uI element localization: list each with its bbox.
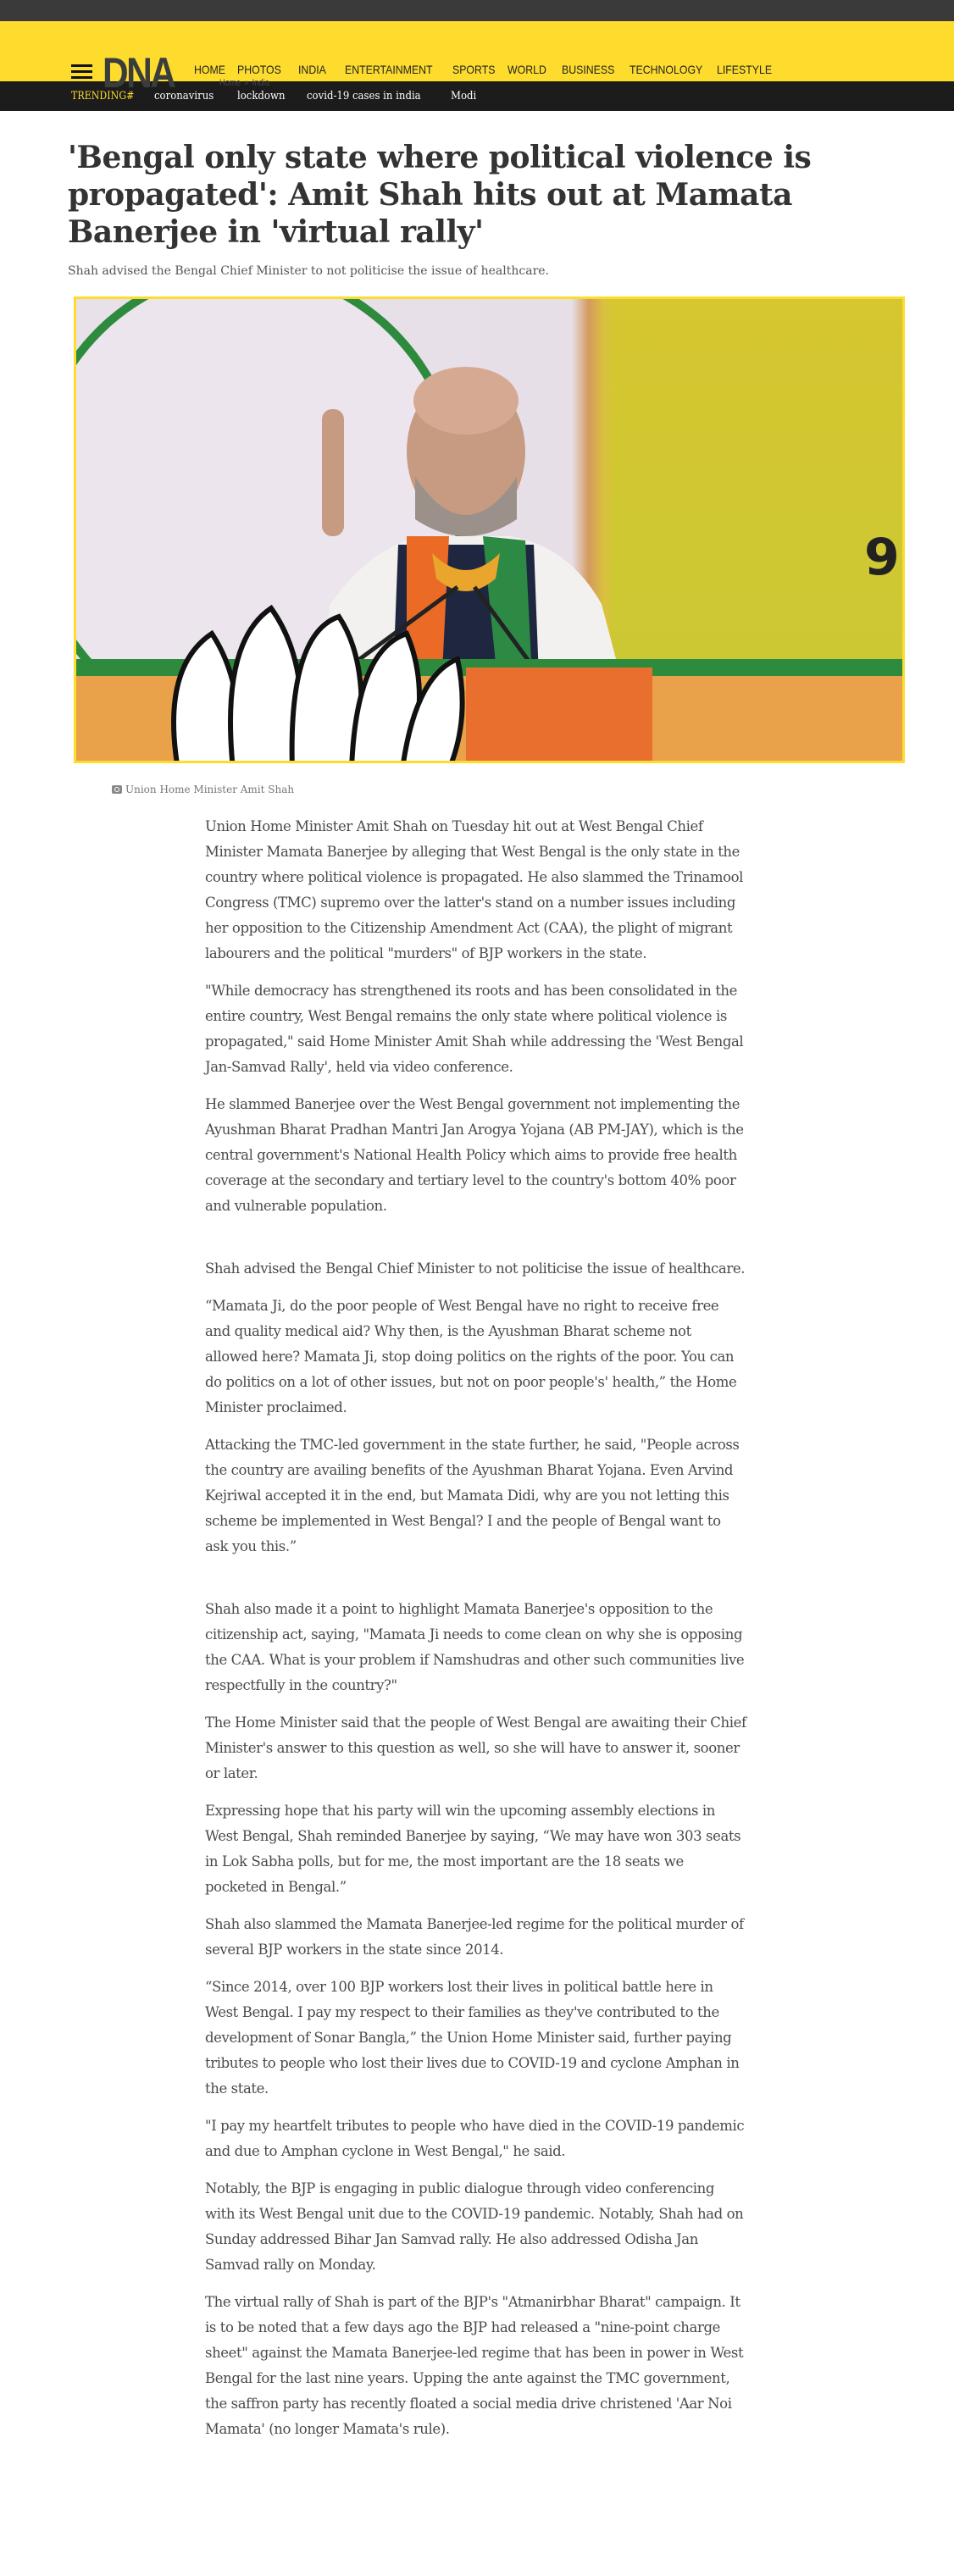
article-paragraph: Attacking the TMC-led government in the state further, he said, "People across the country are availing benefits of the Ayushman Bharat Yojana. Even Arvind Kejriwal accepted it in the end, but Mamata Didi, why are you not letting this scheme be implemented in West Bengal? I and the people of Bengal want to ask you this.” [205,1437,740,1554]
trending-label: TRENDING# [71,90,135,102]
nav-technology[interactable]: TECHNOLOGY [630,63,703,76]
article-headline: 'Bengal only state where political violence is propagated': Amit Shah hits out at Mamata Banerjee in 'virtual rally' [68,140,812,250]
breadcrumb-separator-icon: » [244,78,249,88]
breadcrumb-home[interactable]: Home [219,78,241,88]
browser-top-strip [0,0,954,21]
article-subhead: Shah advised the Bengal Chief Minister to not politicise the issue of healthcare. [68,264,550,278]
article-paragraph: Expressing hope that his party will win the upcoming assembly elections in West Bengal, Shah reminded Banerjee by saying, “We may have won 303 seats in Lok Sabha polls, but for me, the most important are the 18 seats we pocketed in Bengal.” [205,1803,741,1895]
caption-text: Union Home Minister Amit Shah [125,784,295,795]
nav-india[interactable]: INDIA [298,63,326,76]
article-paragraph: "I pay my heartfelt tributes to people who have died in the COVID-19 pandemic and due to Amphan cyclone in West Bengal," he said. [205,2118,745,2159]
breadcrumb-india[interactable]: India [252,78,269,88]
trending-item[interactable]: Modi [451,90,477,102]
image-caption [112,784,954,795]
article-paragraph: The Home Minister said that the people of West Bengal are awaiting their Chief Minister's answer to this question as well, so she will have to answer it, sooner or later. [205,1715,746,1781]
nav-entertainment[interactable]: ENTERTAINMENT [345,63,433,76]
article-paragraph: Shah also made it a point to highlight Mamata Banerjee's opposition to the citizenship act, saying, "Mamata Ji needs to come clean on why she is opposing the CAA. What is your problem if Namshudras and other such communities live respectfully in the country?" [205,1601,745,1693]
trending-item[interactable]: coronavirus [153,90,214,102]
nav-world[interactable]: WORLD [508,63,546,76]
breadcrumb [219,78,269,88]
nav-business[interactable]: BUSINESS [562,63,615,76]
nav-home[interactable]: HOME [194,63,225,76]
trending-item[interactable]: covid-19 cases in india [307,90,422,102]
site-logo[interactable]: DNA [103,49,175,97]
hero-image [74,296,905,763]
backdrop-text: 9 [864,528,900,587]
camera-icon [112,785,122,794]
nav-photos[interactable]: PHOTOS [237,63,281,76]
article-paragraph: Union Home Minister Amit Shah on Tuesday hit out at West Bengal Chief Minister Mamata Banerjee by alleging that West Bengal is the only state in the country where political violence is propagated. He also slammed the Trinamool Congress (TMC) supremo over the latter's stand on a number issues including her opposition to the Citizenship Amendment Act (CAA), the plight of migrant labourers and the political "murders" of BJP workers in the state. [205,818,744,961]
nav-lifestyle[interactable]: LIFESTYLE [717,63,773,76]
article-body [205,814,747,2442]
article-paragraph: “Since 2014, over 100 BJP workers lost their lives in political battle here in West Bengal. I pay my respect to their families as they've contributed to the development of Sonar Bangla,” the Union Home Minister said, further paying tributes to people who lost their lives due to COVID-19 and cyclone Amphan in the state. [205,1979,740,2097]
article-paragraph: He slammed Banerjee over the West Bengal government not implementing the Ayushman Bharat Pradhan Mantri Jan Arogya Yojana (AB PM-JAY), which is the central government's National Health Policy which aims to provide free health coverage at the secondary and tertiary level to the country's bottom 40% poor and vulnerable population. [205,1096,744,1214]
article-paragraph: Shah advised the Bengal Chief Minister to not politicise the issue of healthcare. [205,1260,746,1277]
main-nav [194,63,782,76]
trending-item[interactable]: lockdown [236,90,286,102]
article-paragraph: “Mamata Ji, do the poor people of West Bengal have no right to receive free and quality medical aid? Why then, is the Ayushman Bharat scheme not allowed here? Mamata Ji, stop doing politics on the rights of the poor. You can do politics on a lot of other issues, but not on poor people's' health,” the Home Minister proclaimed. [205,1298,737,1415]
article-paragraph: Shah also slammed the Mamata Banerjee-led regime for the political murder of several BJP workers in the state since 2014. [205,1916,744,1958]
hamburger-menu-icon[interactable] [71,64,92,79]
article-paragraph: Notably, the BJP is engaging in public dialogue through video conferencing with its West Bengal unit due to the COVID-19 pandemic. Notably, Shah had on Sunday addressed Bihar Jan Samvad rally. He also addressed Odisha Jan Samvad rally on Monday. [205,2180,744,2273]
podium-front [466,668,652,761]
page-bottom-spacer [0,2454,954,2530]
lotus-symbol [153,600,474,763]
article-paragraph: "While democracy has strengthened its roots and has been consolidated in the entire country, West Bengal remains the only state where political violence is propagated," said Home Minister Amit Shah while addressing the 'West Bengal Jan-Samvad Rally', held via video conference. [205,983,744,1075]
article-paragraph: The virtual rally of Shah is part of the BJP's "Atmanirbhar Bharat" campaign. It is to be noted that a few days ago the BJP had released a "nine-point charge sheet" against the Mamata Banerjee-led regime that has been in power in West Bengal for the last nine years. Upping the ante against the TMC government, the saffron party has recently floated a social media drive christened 'Aar Noi Mamata' (no longer Mamata's rule). [205,2294,744,2437]
nav-sports[interactable]: SPORTS [452,63,496,76]
